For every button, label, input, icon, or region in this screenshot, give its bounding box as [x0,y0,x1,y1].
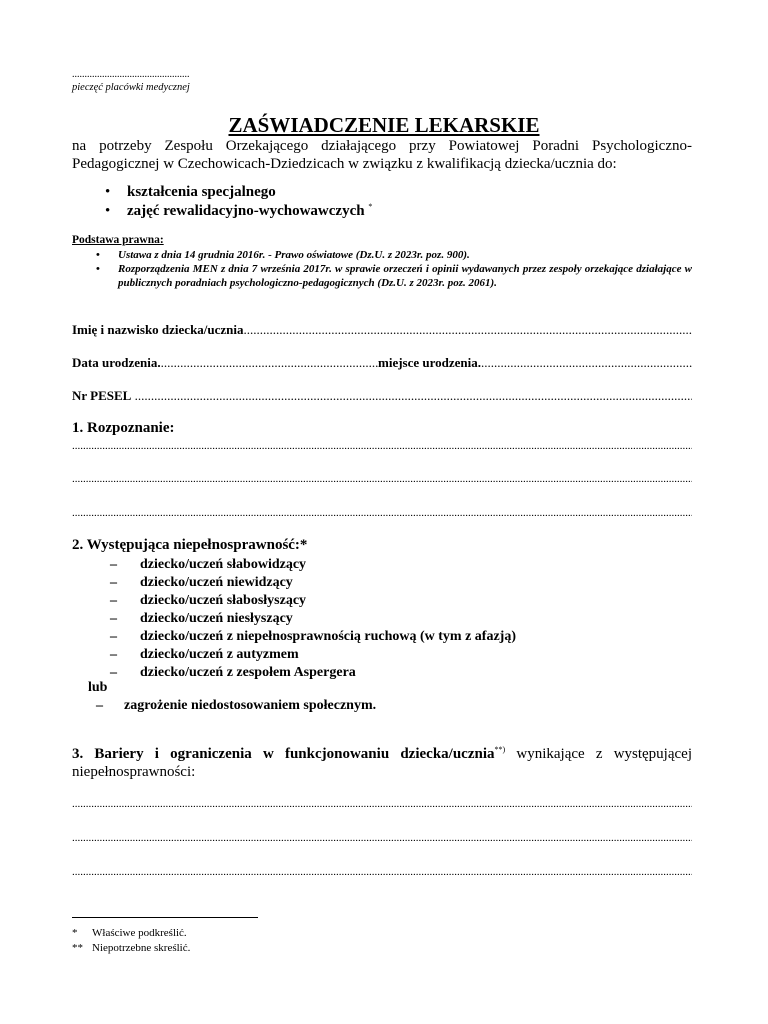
footnote-item [72,941,190,956]
footnote-mark: * [72,927,78,939]
legal-basis-list [96,248,692,290]
barriers-fill-line[interactable] [72,798,692,810]
qualification-list [105,183,372,221]
qualification-item-rehabilitation[interactable] [105,202,372,221]
disability-option[interactable]: – dziecko/uczeń z niepełnosprawnością ruchową (w tym z afazją) [110,628,516,646]
disability-option[interactable]: – dziecko/uczeń słabowidzący [110,556,516,574]
child-name-field[interactable] [72,322,692,338]
intro-paragraph: na potrzeby Zespołu Orzekającego działającego przy Powiatowej Poradni Psychologiczno-Pedagogicznej w Czechowicach-Dziedzicach w związku z kwalifikacją dziecka/ucznia do: [72,138,692,172]
diagnosis-fill-line[interactable] [72,473,692,485]
pesel-field[interactable] [72,388,692,404]
risk-options-list [96,697,376,715]
footnote-divider [72,917,258,918]
barriers-heading-rest: wynikające z występującej niepełnosprawności: [72,746,692,780]
disability-options-list [110,556,516,682]
barriers-fill-line[interactable] [72,866,692,878]
diagnosis-fill-line[interactable] [72,507,692,519]
legal-basis-item: • Ustawa z dnia 14 grudnia 2016r. - Prawo oświatowe (Dz.U. z 2023r. poz. 900). [96,248,692,262]
footnote-marker: **) [494,745,506,754]
footnote-text: Niepotrzebne skreślić. [92,942,191,954]
barriers-heading [72,745,692,781]
birth-date-label: Data urodzenia. [72,355,161,370]
footnote-item [72,926,190,941]
disability-option[interactable]: – dziecko/uczeń z zespołem Aspergera [110,664,516,682]
birth-date-field[interactable] [72,355,378,371]
birth-date-fill-line[interactable] [161,355,378,371]
child-name-fill-line[interactable] [244,322,692,338]
qualification-label: zajęć rewalidacyjno-wychowawczych [127,203,365,219]
birth-place-fill-line[interactable] [481,355,692,371]
qualification-item-special-education[interactable] [105,183,372,202]
disability-option[interactable]: – dziecko/uczeń z autyzmem [110,646,516,664]
diagnosis-heading: 1. Rozpoznanie: [72,420,175,436]
or-label: lub [88,680,108,695]
stamp-label: pieczęć placówki medycznej [72,82,190,93]
child-name-label: Imię i nazwisko dziecka/ucznia [72,322,244,337]
footnote-text: Właściwe podkreślić. [92,927,187,939]
legal-basis-item: • Rozporządzenia MEN z dnia 7 września 2017r. w sprawie orzeczeń i opinii wydawanych przez zespoły orzekające działające w publicznych poradniach psychologiczno-pedagogicznych (Dz.U. z 2023r. poz. 2061). [96,262,692,290]
diagnosis-fill-line[interactable] [72,440,692,452]
birth-row [72,355,692,371]
qualification-label: kształcenia specjalnego [127,184,276,200]
stamp-signature-line: ............................................... [72,69,190,80]
barriers-heading-bold: 3. Bariery i ograniczenia w funkcjonowaniu dziecka/ucznia [72,746,495,762]
social-maladjustment-option[interactable]: – zagrożenie niedostosowaniem społecznym. [96,697,376,715]
birth-place-label: miejsce urodzenia. [378,355,482,370]
disability-option[interactable]: – dziecko/uczeń niewidzący [110,574,516,592]
disability-option[interactable]: – dziecko/uczeń słabosłyszący [110,592,516,610]
document-title: ZAŚWIADCZENIE LEKARSKIE [228,113,540,137]
footnote-mark: ** [72,942,83,954]
pesel-fill-line[interactable] [135,388,692,404]
disability-heading: 2. Występująca niepełnosprawność:* [72,537,308,553]
disability-option[interactable]: – dziecko/uczeń niesłyszący [110,610,516,628]
barriers-fill-line[interactable] [72,832,692,844]
footnote-marker: * [368,202,373,211]
legal-basis-heading: Podstawa prawna: [72,234,164,246]
pesel-label: Nr PESEL [72,388,132,403]
footnotes [72,926,190,956]
